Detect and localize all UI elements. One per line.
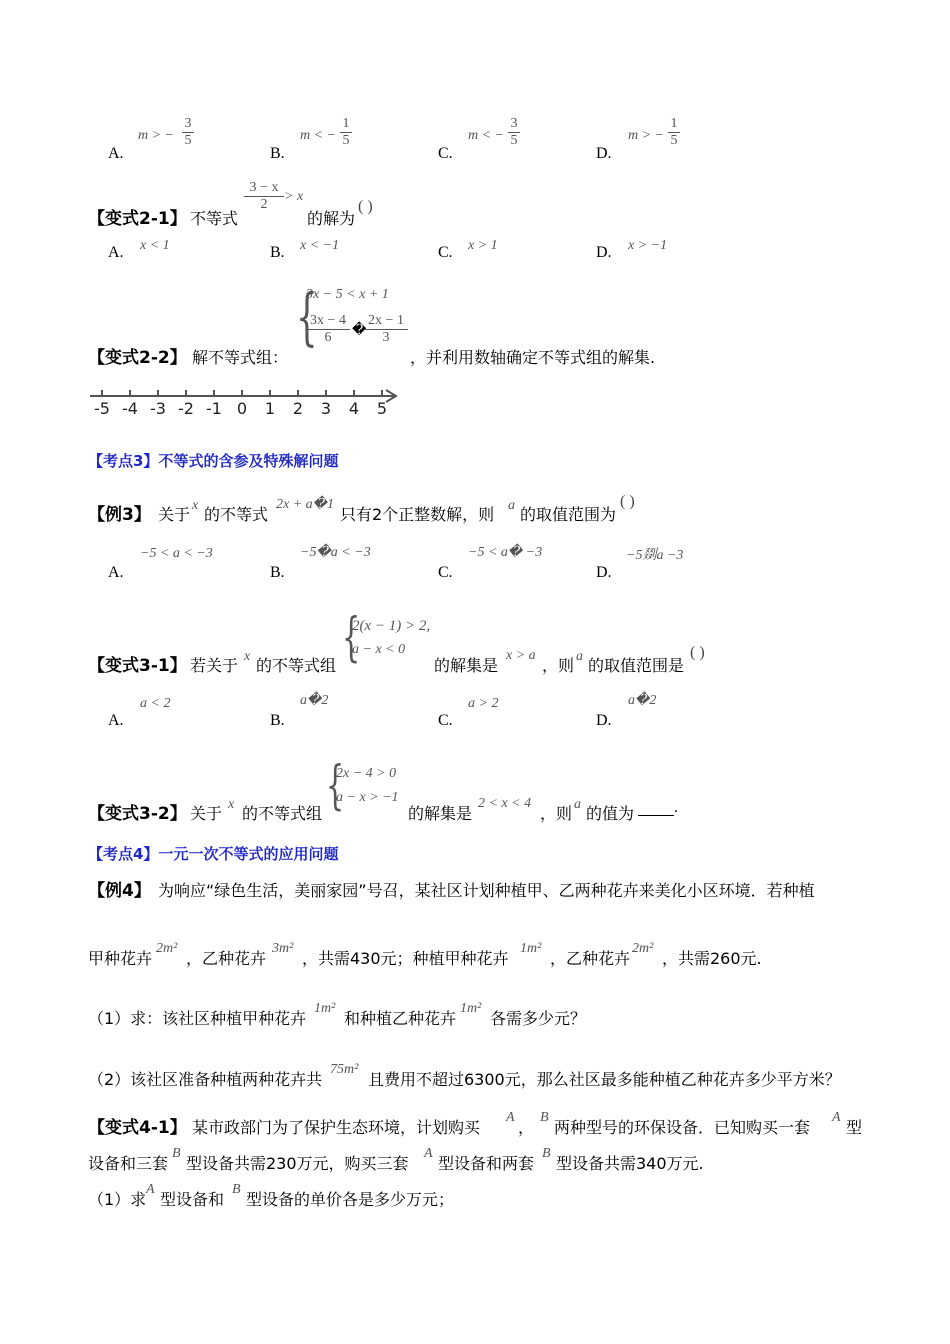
sub-question-1: 和种植乙种花卉 bbox=[344, 1009, 457, 1028]
area-math: 3m² bbox=[272, 941, 294, 956]
option-b-fraction: 1 5 bbox=[340, 116, 352, 149]
var-B: B bbox=[232, 1182, 241, 1197]
option-b-label: B. bbox=[270, 244, 285, 261]
option-b-label: B. bbox=[270, 564, 285, 581]
sub-question-2: （2）该社区准备种植两种花卉共 bbox=[88, 1070, 323, 1089]
option-d-label: D. bbox=[596, 564, 612, 581]
variant-tag: 【变式3-1】 bbox=[88, 656, 187, 676]
option-c-label: C. bbox=[438, 712, 453, 729]
system-line-2: a − x > −1 bbox=[336, 790, 399, 805]
section-title-4: 【考点4】一元一次不等式的应用问题 bbox=[88, 845, 339, 863]
question-text: . bbox=[674, 799, 678, 816]
var-x: x bbox=[192, 498, 199, 513]
option-c-label: C. bbox=[438, 145, 453, 162]
option-c-math: −5 < a� −3 bbox=[468, 545, 543, 560]
paragraph-line-2: 设备和三套 bbox=[88, 1154, 169, 1173]
option-b-math: m < − bbox=[300, 128, 337, 143]
question-text: 的不等式 bbox=[204, 505, 269, 524]
inequality-math: 2x + a�1 bbox=[276, 497, 335, 512]
answer-paren: ( ) bbox=[358, 198, 373, 215]
paragraph-line-1: 某市政部门为了保护生态环境，计划购买 bbox=[192, 1118, 481, 1137]
sub-question-1: 各需多少元？ bbox=[490, 1009, 587, 1028]
option-c-fraction: 3 5 bbox=[508, 116, 520, 149]
sub-question-1: 型设备的单价各是多少万元； bbox=[246, 1190, 455, 1209]
question-text: 的取值范围是 bbox=[588, 656, 685, 675]
question-text: ，则 bbox=[540, 804, 573, 823]
example-tag: 【例4】 bbox=[88, 881, 151, 901]
system-line-2-right-fraction: 2x − 1 3 bbox=[364, 313, 408, 346]
system-line-2-left-fraction: 3x − 4 6 bbox=[306, 313, 350, 346]
option-a-math: a < 2 bbox=[140, 696, 171, 711]
var-B: B bbox=[172, 1146, 181, 1161]
question-text: 关于 bbox=[158, 505, 191, 524]
number-line-tick-label: 2 bbox=[292, 399, 304, 418]
var-A: A bbox=[424, 1146, 433, 1161]
question-text: 解不等式组： bbox=[192, 348, 289, 367]
question-text: ，并利用数轴确定不等式组的解集. bbox=[410, 348, 656, 367]
area-math: 1m² bbox=[314, 1001, 336, 1016]
var-x: x bbox=[228, 797, 235, 812]
system-brace: { bbox=[326, 756, 345, 816]
variant-tag: 【变式2-2】 bbox=[88, 348, 187, 368]
var-a: a bbox=[508, 498, 515, 513]
number-line-tick-label: -1 bbox=[206, 399, 222, 418]
system-line-1: 2x − 4 > 0 bbox=[336, 766, 397, 781]
var-A: A bbox=[832, 1110, 841, 1125]
answer-paren: ( ) bbox=[620, 493, 635, 510]
number-line-tick-label: 3 bbox=[320, 399, 332, 418]
var-B: B bbox=[542, 1146, 551, 1161]
question-text: 不等式 bbox=[190, 209, 239, 228]
paragraph-line-2: ，乙种花卉 bbox=[550, 949, 631, 968]
sub-question-1: （1）求：该社区种植甲种花卉 bbox=[88, 1009, 307, 1028]
var-a: a bbox=[576, 649, 583, 664]
sub-question-1: 型设备和 bbox=[160, 1190, 225, 1209]
paragraph-line-1: 两种型号的环保设备．已知购买一套 bbox=[554, 1118, 811, 1137]
option-a-label: A. bbox=[108, 564, 124, 581]
system-line-1: 3x − 5 < x + 1 bbox=[306, 287, 389, 302]
system-line-1: 2(x − 1) > 2, bbox=[352, 618, 431, 634]
paragraph-line-2: 型设备和两套 bbox=[438, 1154, 535, 1173]
paragraph-line-2: ，共需260元. bbox=[662, 949, 762, 968]
option-d-math: m > − bbox=[628, 128, 665, 143]
system-line-2: a − x < 0 bbox=[352, 642, 406, 657]
option-d-fraction: 1 5 bbox=[668, 116, 680, 149]
option-a-math: x < 1 bbox=[140, 238, 170, 253]
var-A: A bbox=[146, 1182, 155, 1197]
question-text: 关于 bbox=[190, 804, 223, 823]
variant-tag: 【变式2-1】 bbox=[88, 209, 187, 229]
number-line-tick-label: 0 bbox=[236, 399, 248, 418]
option-d-math: x > −1 bbox=[628, 238, 668, 253]
paragraph-line-2: 型设备共需340万元. bbox=[556, 1154, 704, 1173]
sub-question-2: 且费用不超过6300元，那么社区最多能种植乙种花卉多少平方米？ bbox=[368, 1070, 841, 1089]
option-a-label: A. bbox=[108, 712, 124, 729]
question-text: 的解为 bbox=[307, 209, 356, 228]
answer-blank[interactable] bbox=[638, 801, 674, 816]
option-c-math: m < − bbox=[468, 128, 505, 143]
question-text: 的不等式组 bbox=[256, 656, 337, 675]
var-B: B bbox=[540, 1110, 549, 1125]
question-text: 的取值范围为 bbox=[520, 505, 617, 524]
paragraph-line-2: ，共需430元；种植甲种花卉 bbox=[302, 949, 509, 968]
option-b-math: −5�a < −3 bbox=[300, 545, 371, 560]
option-d-math: −5剟a −3 bbox=[626, 548, 684, 563]
section-title-3: 【考点3】不等式的含参及特殊解问题 bbox=[88, 452, 339, 470]
paragraph-line-2: 甲种花卉 bbox=[88, 949, 153, 968]
example-tag: 【例3】 bbox=[88, 505, 151, 525]
solution-math: x > a bbox=[506, 648, 536, 663]
paragraph-line-2: ，乙种花卉 bbox=[186, 949, 267, 968]
answer-paren: ( ) bbox=[690, 644, 705, 661]
question-text: 的不等式组 bbox=[242, 804, 323, 823]
number-line-tick-label: -4 bbox=[122, 399, 138, 418]
option-c-math: x > 1 bbox=[468, 238, 498, 253]
question-text: 的值为 bbox=[586, 804, 635, 823]
option-b-label: B. bbox=[270, 712, 285, 729]
option-c-label: C. bbox=[438, 244, 453, 261]
question-text: 的解集是 bbox=[434, 656, 499, 675]
question-text: 只有2个正整数解，则 bbox=[340, 505, 495, 524]
option-b-math: x < −1 bbox=[300, 238, 340, 253]
system-brace: { bbox=[342, 608, 361, 668]
variant-tag: 【变式3-2】 bbox=[88, 804, 187, 824]
question-text: ，则 bbox=[542, 656, 575, 675]
option-d-math: a�2 bbox=[628, 693, 657, 708]
paragraph-line-1: ， bbox=[518, 1118, 535, 1137]
option-b-math: a�2 bbox=[300, 693, 329, 708]
inequality-rhs: > x bbox=[284, 189, 304, 204]
option-d-label: D. bbox=[596, 145, 612, 162]
solution-math: 2 < x < 4 bbox=[478, 796, 532, 811]
area-math: 2m² bbox=[156, 941, 178, 956]
question-text: 若关于 bbox=[190, 656, 239, 675]
number-line bbox=[88, 385, 408, 425]
number-line-tick-label: 4 bbox=[348, 399, 360, 418]
number-line-tick-label: -2 bbox=[178, 399, 194, 418]
paragraph-line-1: 型 bbox=[846, 1118, 863, 1137]
var-x: x bbox=[244, 649, 251, 664]
area-math: 1m² bbox=[520, 941, 542, 956]
area-math: 2m² bbox=[632, 941, 654, 956]
number-line-tick-label: -3 bbox=[150, 399, 166, 418]
number-line-tick-label: 1 bbox=[264, 399, 276, 418]
variant-tag: 【变式4-1】 bbox=[88, 1118, 187, 1138]
option-a-label: A. bbox=[108, 145, 124, 162]
system-line-2-symbol: � bbox=[352, 323, 367, 338]
option-a-label: A. bbox=[108, 244, 124, 261]
inequality-fraction: 3 − x 2 bbox=[244, 180, 284, 213]
paragraph-line-2: 型设备共需230万元，购买三套 bbox=[186, 1154, 409, 1173]
option-a-math: m > − bbox=[138, 128, 175, 143]
number-line-tick-label: 5 bbox=[376, 399, 388, 418]
option-d-label: D. bbox=[596, 244, 612, 261]
var-a: a bbox=[574, 797, 581, 812]
area-math: 1m² bbox=[460, 1001, 482, 1016]
area-math: 75m² bbox=[330, 1062, 359, 1077]
system-brace: { bbox=[296, 280, 318, 353]
paragraph-line-1: 为响应“绿色生活，美丽家园”号召，某社区计划种植甲、乙两种花卉来美化小区环境．若种植 bbox=[158, 881, 815, 900]
question-text: 的解集是 bbox=[408, 804, 473, 823]
option-a-fraction: 3 5 bbox=[182, 116, 194, 149]
option-c-math: a > 2 bbox=[468, 696, 499, 711]
number-line-tick-label: -5 bbox=[94, 399, 110, 418]
option-a-math: −5 < a < −3 bbox=[140, 546, 213, 561]
sub-question-1: （1）求 bbox=[88, 1190, 147, 1209]
option-b-label: B. bbox=[270, 145, 285, 162]
option-c-label: C. bbox=[438, 564, 453, 581]
option-d-label: D. bbox=[596, 712, 612, 729]
var-A: A bbox=[506, 1110, 515, 1125]
